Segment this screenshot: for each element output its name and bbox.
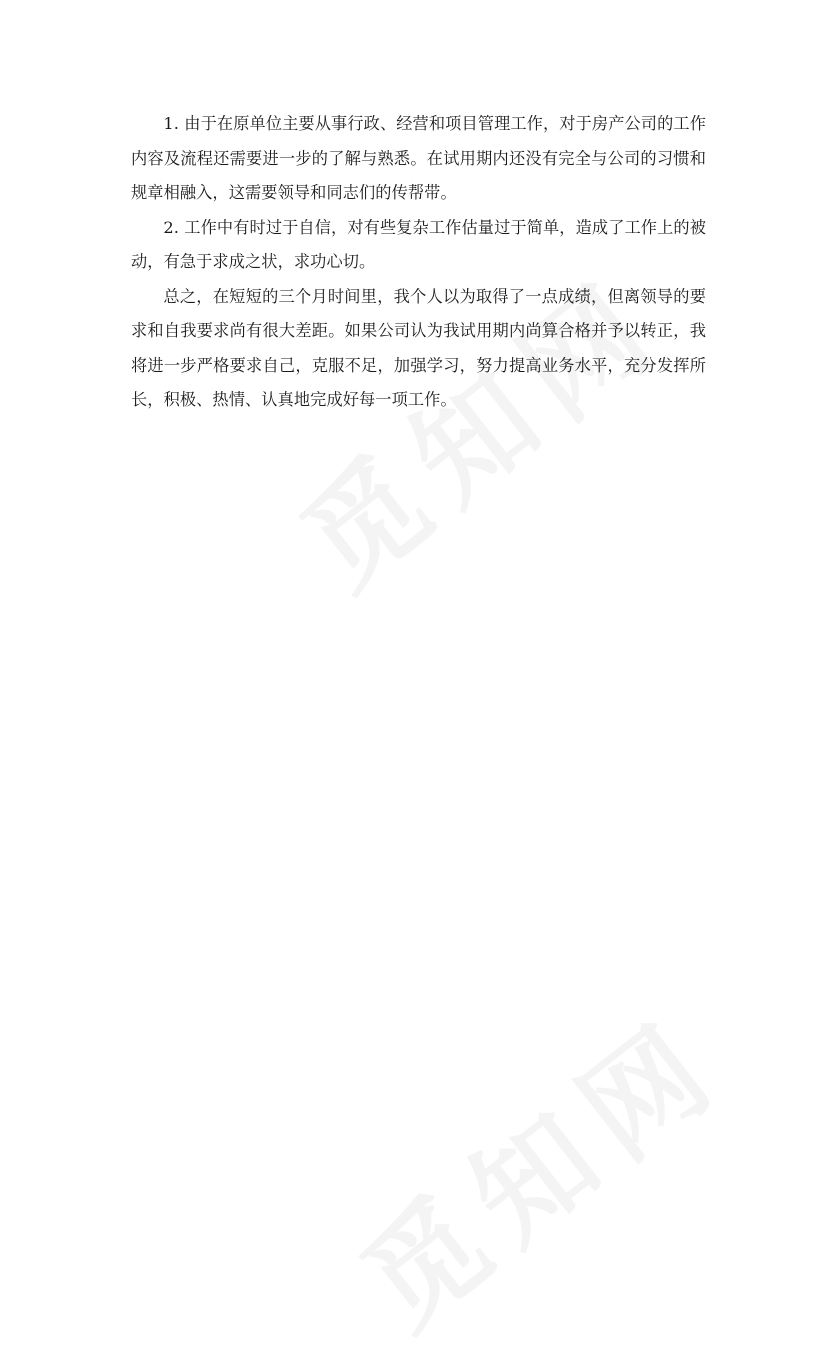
paragraph-point-1: 1. 由于在原单位主要从事行政、经营和项目管理工作，对于房产公司的工作内容及流程还需要进一步的了解与熟悉。在试用期内还没有完全与公司的习惯和规章相融入，这需要领导和同志们的传帮带。: [131, 114, 706, 202]
paragraph-conclusion: 总之，在短短的三个月时间里，我个人以为取得了一点成绩，但离领导的要求和自我要求尚有很大差距。如果公司认为我试用期内尚算合格并予以转正，我将进一步严格要求自己，克服不足，加强学习，努力提高业务水平，充分发挥所长，积极、热情、认真地完成好每一项工作。: [131, 286, 706, 409]
document-body: [131, 107, 706, 418]
paragraph-point-2: 2. 工作中有时过于自信，对有些复杂工作估量过于简单，造成了工作上的被动，有急于求成之状，求功心切。: [131, 217, 706, 271]
watermark-bottom: [322, 971, 753, 1359]
